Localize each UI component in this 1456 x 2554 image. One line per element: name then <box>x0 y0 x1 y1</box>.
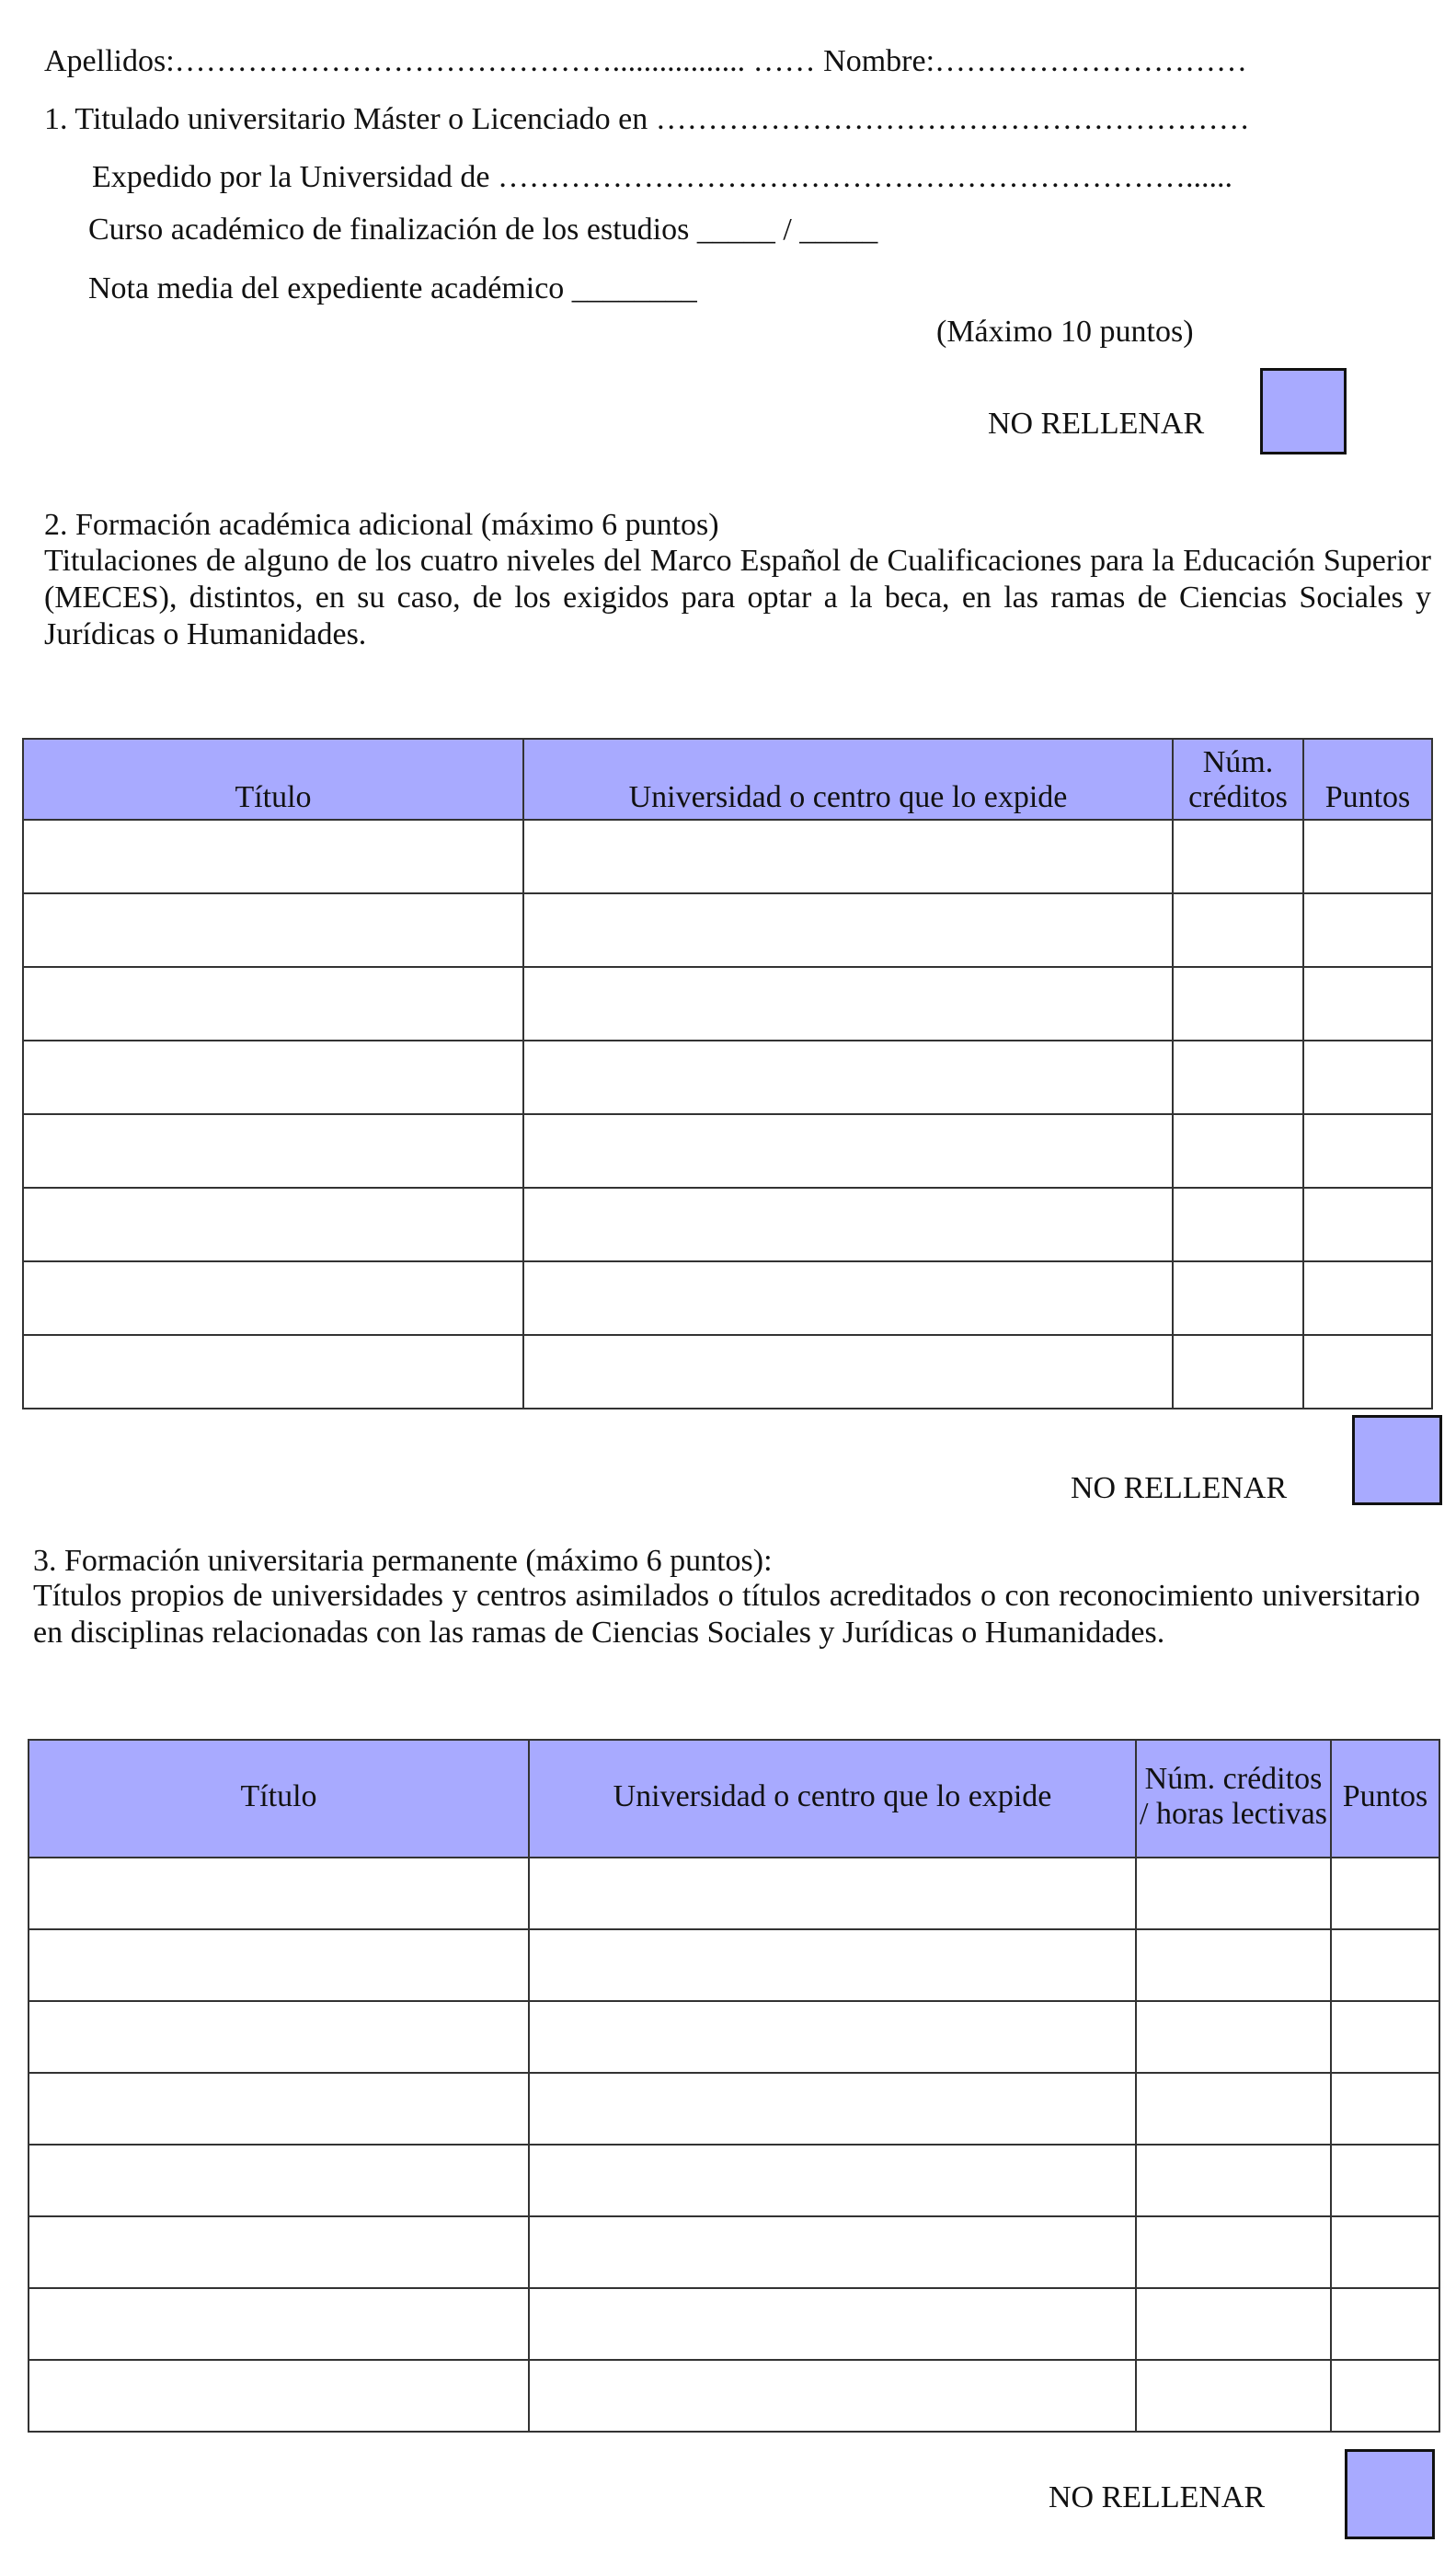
cell-puntos[interactable] <box>1331 2001 1439 2073</box>
table-row <box>23 1261 1432 1335</box>
cell-universidad[interactable] <box>529 1858 1136 1929</box>
cell-creditos[interactable] <box>1173 1114 1303 1188</box>
cell-creditos[interactable] <box>1173 967 1303 1041</box>
cell-universidad[interactable] <box>529 1929 1136 2001</box>
table-row <box>23 820 1432 893</box>
cell-puntos[interactable] <box>1303 820 1432 893</box>
cell-universidad[interactable] <box>529 2288 1136 2360</box>
no-rellenar-box-3 <box>1345 2449 1435 2539</box>
nota-media-line: Nota media del expediente académico ________ <box>88 271 697 305</box>
cell-titulo[interactable] <box>29 2073 529 2145</box>
cell-titulo[interactable] <box>23 1041 523 1114</box>
no-rellenar-box-1 <box>1260 368 1347 454</box>
cell-universidad[interactable] <box>529 2360 1136 2432</box>
cell-universidad[interactable] <box>523 1335 1173 1409</box>
column-header-universidad: Universidad o centro que lo expide <box>523 739 1173 820</box>
table-row <box>23 1335 1432 1409</box>
column-header-titulo: Título <box>29 1740 529 1858</box>
cell-titulo[interactable] <box>23 1114 523 1188</box>
cell-creditos[interactable] <box>1136 2216 1331 2288</box>
cell-creditos[interactable] <box>1136 2360 1331 2432</box>
cell-creditos[interactable] <box>1173 1261 1303 1335</box>
cell-puntos[interactable] <box>1331 2360 1439 2432</box>
cell-titulo[interactable] <box>29 2288 529 2360</box>
cell-puntos[interactable] <box>1331 1858 1439 1929</box>
cell-creditos[interactable] <box>1136 2145 1331 2216</box>
cell-puntos[interactable] <box>1331 2216 1439 2288</box>
no-rellenar-label-3: NO RELLENAR <box>1049 2480 1266 2514</box>
cell-creditos[interactable] <box>1136 2073 1331 2145</box>
cell-titulo[interactable] <box>23 1335 523 1409</box>
section2-heading: 2. Formación académica adicional (máximo 6 puntos) <box>44 508 719 542</box>
cell-creditos[interactable] <box>1173 1041 1303 1114</box>
table-row <box>29 2360 1439 2432</box>
section3-description: Títulos propios de universidades y centros asimilados o títulos acreditados o con reconocimiento universitario en disciplinas relacionadas con las ramas de Ciencias Sociales y Jurídicas o Humanidades. <box>33 1579 1420 1650</box>
apellidos-nombre-line: Apellidos:……………………………………................. …… Nombre:………………………… <box>44 44 1248 78</box>
column-header-universidad: Universidad o centro que lo expide <box>529 1740 1136 1858</box>
column-header-creditos-horas: Núm. créditos / horas lectivas <box>1136 1740 1331 1858</box>
table-row <box>29 2145 1439 2216</box>
table-row <box>23 967 1432 1041</box>
cell-universidad[interactable] <box>523 820 1173 893</box>
cell-universidad[interactable] <box>523 1114 1173 1188</box>
cell-titulo[interactable] <box>23 1261 523 1335</box>
cell-puntos[interactable] <box>1303 1041 1432 1114</box>
cell-titulo[interactable] <box>29 2145 529 2216</box>
cell-titulo[interactable] <box>23 1188 523 1261</box>
titulado-line: 1. Titulado universitario Máster o Licenciado en ………………………………………………… <box>44 102 1250 136</box>
cell-creditos[interactable] <box>1173 1188 1303 1261</box>
cell-titulo[interactable] <box>29 2216 529 2288</box>
cell-universidad[interactable] <box>529 2145 1136 2216</box>
expedido-line: Expedido por la Universidad de …………………………………………………………...... <box>92 160 1232 194</box>
table-row <box>29 2073 1439 2145</box>
column-header-puntos: Puntos <box>1331 1740 1439 1858</box>
cell-creditos[interactable] <box>1136 2288 1331 2360</box>
cell-puntos[interactable] <box>1331 2073 1439 2145</box>
cell-titulo[interactable] <box>29 1929 529 2001</box>
table-row <box>29 2288 1439 2360</box>
cell-puntos[interactable] <box>1303 1188 1432 1261</box>
column-header-puntos: Puntos <box>1303 739 1432 820</box>
cell-universidad[interactable] <box>523 893 1173 967</box>
cell-universidad[interactable] <box>523 1188 1173 1261</box>
cell-creditos[interactable] <box>1173 820 1303 893</box>
table-row <box>23 1114 1432 1188</box>
table-row <box>23 1041 1432 1114</box>
cell-universidad[interactable] <box>523 1041 1173 1114</box>
cell-puntos[interactable] <box>1331 2145 1439 2216</box>
cell-creditos[interactable] <box>1136 1858 1331 1929</box>
no-rellenar-box-2 <box>1352 1415 1442 1505</box>
cell-titulo[interactable] <box>29 1858 529 1929</box>
table-row <box>23 1188 1432 1261</box>
table-row <box>23 893 1432 967</box>
cell-titulo[interactable] <box>29 2360 529 2432</box>
column-header-creditos: Núm. créditos <box>1173 739 1303 820</box>
section3-table <box>28 1739 1440 2433</box>
table-row <box>29 2001 1439 2073</box>
cell-creditos[interactable] <box>1173 1335 1303 1409</box>
cell-universidad[interactable] <box>529 2216 1136 2288</box>
cell-puntos[interactable] <box>1331 1929 1439 2001</box>
table-row <box>29 1858 1439 1929</box>
cell-creditos[interactable] <box>1173 893 1303 967</box>
cell-puntos[interactable] <box>1303 1335 1432 1409</box>
column-header-titulo: Título <box>23 739 523 820</box>
cell-titulo[interactable] <box>23 967 523 1041</box>
no-rellenar-label-1: NO RELLENAR <box>988 407 1205 441</box>
cell-universidad[interactable] <box>529 2073 1136 2145</box>
table-row <box>29 2216 1439 2288</box>
cell-puntos[interactable] <box>1303 967 1432 1041</box>
cell-puntos[interactable] <box>1303 1261 1432 1335</box>
cell-titulo[interactable] <box>29 2001 529 2073</box>
section3-heading: 3. Formación universitaria permanente (máximo 6 puntos): <box>33 1544 773 1578</box>
cell-titulo[interactable] <box>23 820 523 893</box>
no-rellenar-label-2: NO RELLENAR <box>1071 1471 1288 1505</box>
cell-creditos[interactable] <box>1136 2001 1331 2073</box>
cell-universidad[interactable] <box>529 2001 1136 2073</box>
cell-titulo[interactable] <box>23 893 523 967</box>
curso-line: Curso académico de finalización de los estudios _____ / _____ <box>88 213 878 247</box>
cell-puntos[interactable] <box>1331 2288 1439 2360</box>
cell-universidad[interactable] <box>523 967 1173 1041</box>
cell-puntos[interactable] <box>1303 1114 1432 1188</box>
section2-description: Titulaciones de alguno de los cuatro niveles del Marco Español de Cualificaciones para la Educación Superior (MECES), distintos, en su caso, de los exigidos para optar a la beca, en las ramas de Ciencias Sociales y Jurídicas o Humanidades. <box>44 544 1431 651</box>
cell-creditos[interactable] <box>1136 1929 1331 2001</box>
cell-puntos[interactable] <box>1303 893 1432 967</box>
maximo-puntos-note: (Máximo 10 puntos) <box>936 315 1194 349</box>
table-row <box>29 1929 1439 2001</box>
section2-table <box>22 738 1433 1409</box>
cell-universidad[interactable] <box>523 1261 1173 1335</box>
